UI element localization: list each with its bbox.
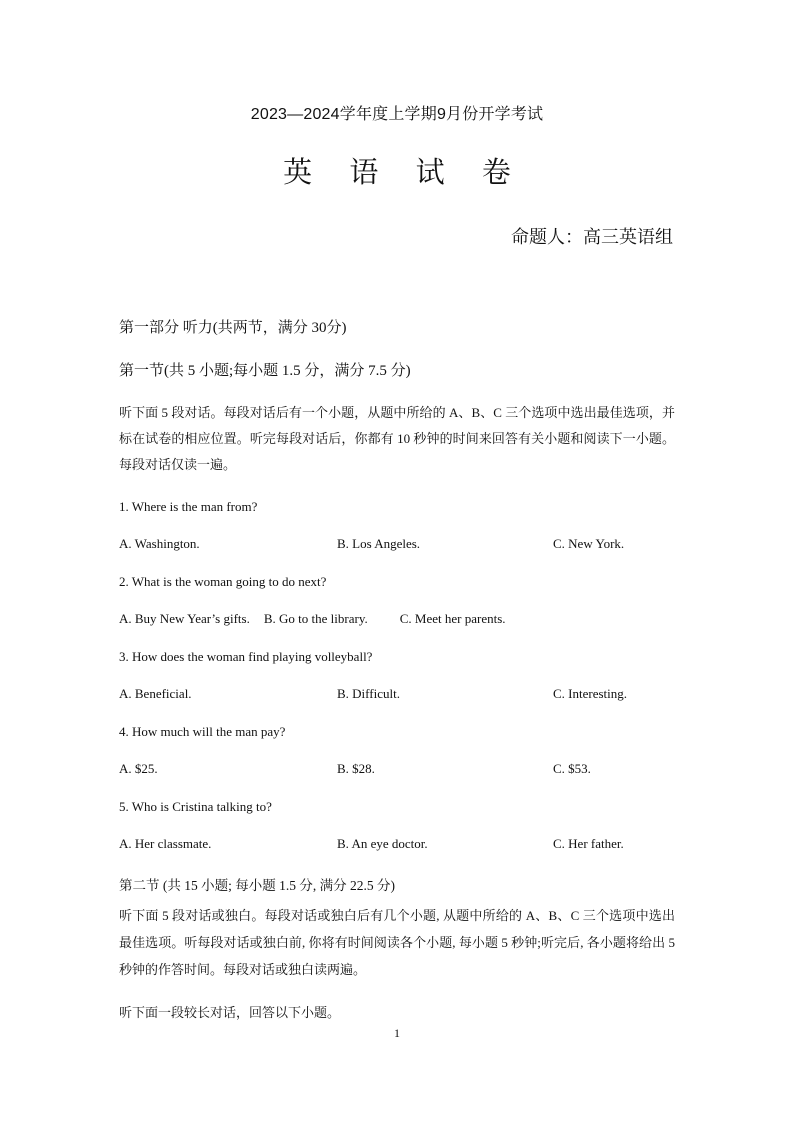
option-a: A. Buy New Year’s gifts.	[119, 611, 250, 626]
section2-lead-in: 听下面一段较长对话，回答以下小题。	[119, 1005, 341, 1020]
option-a: A. Beneficial.	[119, 686, 192, 701]
question-4-stem: 4. How much will the man pay?	[119, 724, 286, 739]
option-c: C. Her father.	[553, 836, 624, 851]
option-b: B. Difficult.	[337, 686, 400, 701]
question-5-stem: 5. Who is Cristina talking to?	[119, 799, 272, 814]
author-line: 命题人：高三英语组	[511, 227, 673, 248]
option-c: C. Meet her parents.	[399, 611, 506, 626]
option-b: B. $28.	[337, 761, 375, 776]
option-c: C. New York.	[553, 536, 625, 551]
option-a: A. $25.	[119, 761, 158, 776]
question-3-stem: 3. How does the woman find playing volleyball?	[119, 649, 373, 664]
option-c: C. $53.	[553, 761, 591, 776]
exam-name: 2023—2024学年度上学期9月份开学考试	[250, 106, 544, 123]
section1-heading: 第一节(共 5 小题;每小题 1.5 分，满分 7.5 分)	[119, 363, 411, 379]
option-b: B. An eye doctor.	[337, 836, 428, 851]
page-number: 1	[394, 1026, 400, 1040]
question-1-stem: 1. Where is the man from?	[119, 499, 258, 514]
question-2-stem: 2. What is the woman going to do next?	[119, 574, 327, 589]
section1-instructions: 听下面 5 段对话。每段对话后有一个小题，从题中所给的 A、B、C 三个选项中选出最佳选项，并标在试卷的相应位置。听完每段对话后，你都有 10 秒钟的时间来回答有关小题和阅读下一小题。每段对话仅读一遍。	[119, 405, 675, 472]
option-a: A. Washington.	[119, 536, 200, 551]
option-a: A. Her classmate.	[119, 836, 212, 851]
section2-heading: 第二节 (共 15 小题; 每小题 1.5 分, 满分 22.5 分)	[119, 878, 395, 893]
subject-title: 英 语 试 卷	[283, 155, 525, 189]
option-b: B. Go to the library.	[263, 611, 368, 626]
option-b: B. Los Angeles.	[337, 536, 421, 551]
section2-instructions: 听下面 5 段对话或独白。每段对话或独白后有几个小题, 从题中所给的 A、B、C 三个选项中选出最佳选项。听每段对话或独白前, 你将有时间阅读各个小题, 每小题 5 秒钟;听完后, 各小题将给出 5 秒钟的作答时间。每段对话或独白读两遍。	[119, 908, 675, 977]
question-2-options	[119, 611, 679, 627]
option-c: C. Interesting.	[553, 686, 628, 701]
part1-heading: 第一部分 听力(共两节，满分 30分)	[119, 320, 347, 336]
